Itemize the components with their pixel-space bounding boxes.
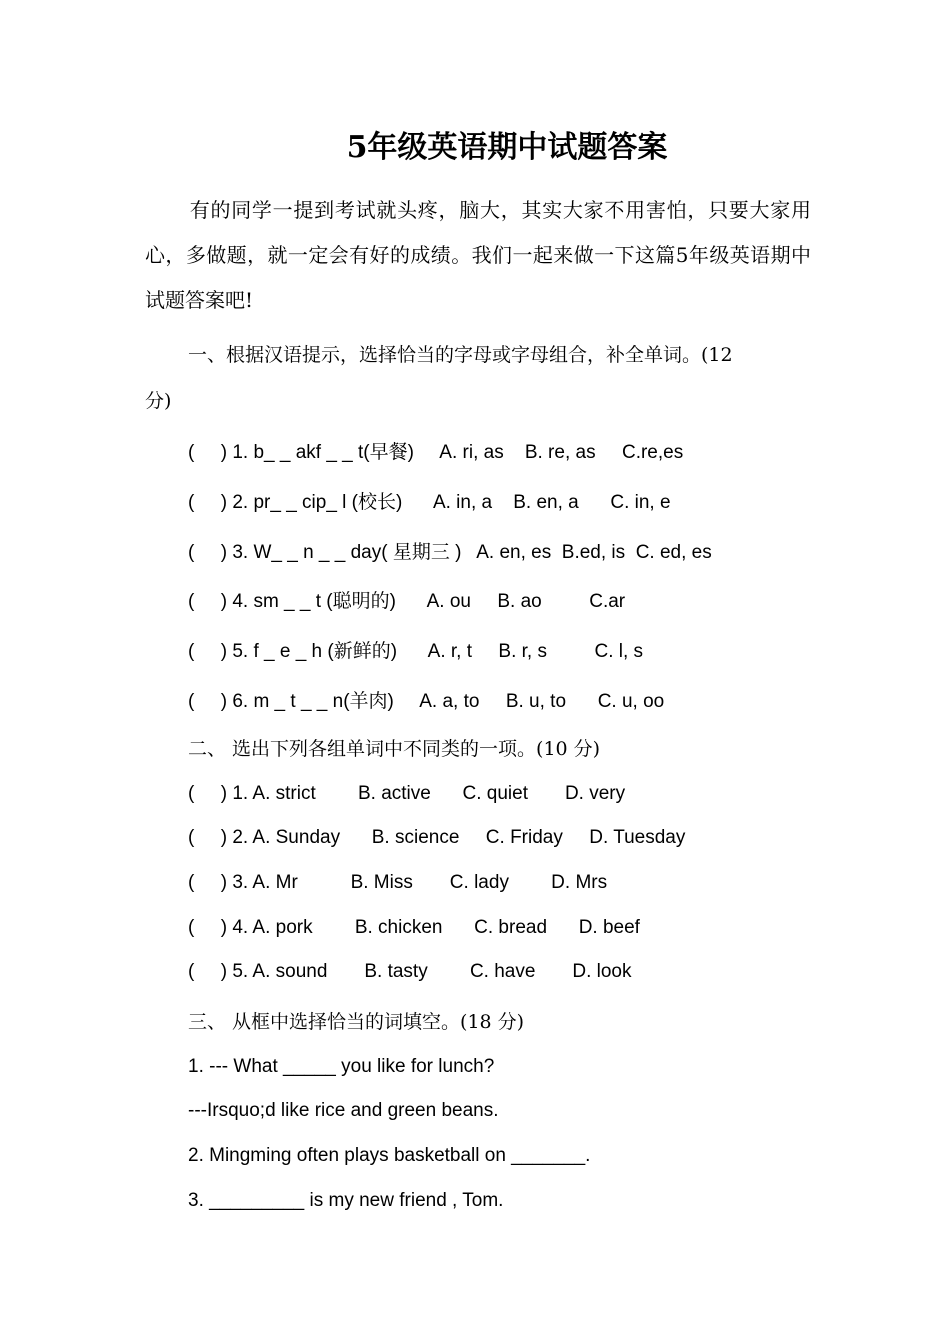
section2-item-2: ( ) 2. A. Sunday B. science C. Friday D. Tuesday bbox=[188, 827, 686, 848]
section1-item-5: ( ) 5. f _ e _ h (新鲜的) A. r, t B. r, s C. l, s bbox=[188, 641, 644, 662]
section1-heading-cont: 分) bbox=[145, 390, 172, 412]
section1-item-4: ( ) 4. sm _ _ t (聪明的) A. ou B. ao C.ar bbox=[188, 591, 626, 612]
section2-item-4: ( ) 4. A. pork B. chicken C. bread D. beef bbox=[188, 917, 640, 938]
section1-heading: 一、根据汉语提示，选择恰当的字母或字母组合，补全单词。(12 bbox=[188, 344, 733, 366]
intro-paragraph bbox=[145, 188, 811, 323]
section1-item-3: ( ) 3. W_ _ n _ _ day( 星期三 ) A. en, es B.ed, is C. ed, es bbox=[188, 542, 712, 563]
document-title: 5年级英语期中试题答案 bbox=[346, 130, 668, 165]
section2-heading: 二、 选出下列各组单词中不同类的一项。(10 分) bbox=[188, 738, 601, 760]
section3-item-3: 2. Mingming often plays basketball on _______. bbox=[188, 1145, 591, 1166]
section1-item-6: ( ) 6. m _ t _ _ n(羊肉) A. a, to B. u, to C. u, oo bbox=[188, 691, 665, 712]
section2-item-1: ( ) 1. A. strict B. active C. quiet D. very bbox=[188, 783, 626, 804]
section1-item-2: ( ) 2. pr_ _ cip_ l (校长) A. in, a B. en, a C. in, e bbox=[188, 492, 671, 513]
intro-text: 有的同学一提到考试就头疼，脑大，其实大家不用害怕，只要大家用心，多做题，就一定会有好的成绩。我们一起来做一下这篇5年级英语期中试题答案吧! bbox=[145, 198, 811, 312]
section3-item-2: ---Irsquo;d like rice and green beans. bbox=[188, 1100, 499, 1121]
section3-item-1: 1. --- What _____ you like for lunch? bbox=[188, 1056, 495, 1077]
section3-heading: 三、 从框中选择恰当的词填空。(18 分) bbox=[188, 1011, 525, 1033]
section1-item-1: ( ) 1. b_ _ akf _ _ t(早餐) A. ri, as B. re, as C.re,es bbox=[188, 442, 684, 463]
section2-item-3: ( ) 3. A. Mr B. Miss C. lady D. Mrs bbox=[188, 872, 608, 893]
section3-item-4: 3. _________ is my new friend , Tom. bbox=[188, 1190, 504, 1211]
section2-item-5: ( ) 5. A. sound B. tasty C. have D. look bbox=[188, 961, 632, 982]
